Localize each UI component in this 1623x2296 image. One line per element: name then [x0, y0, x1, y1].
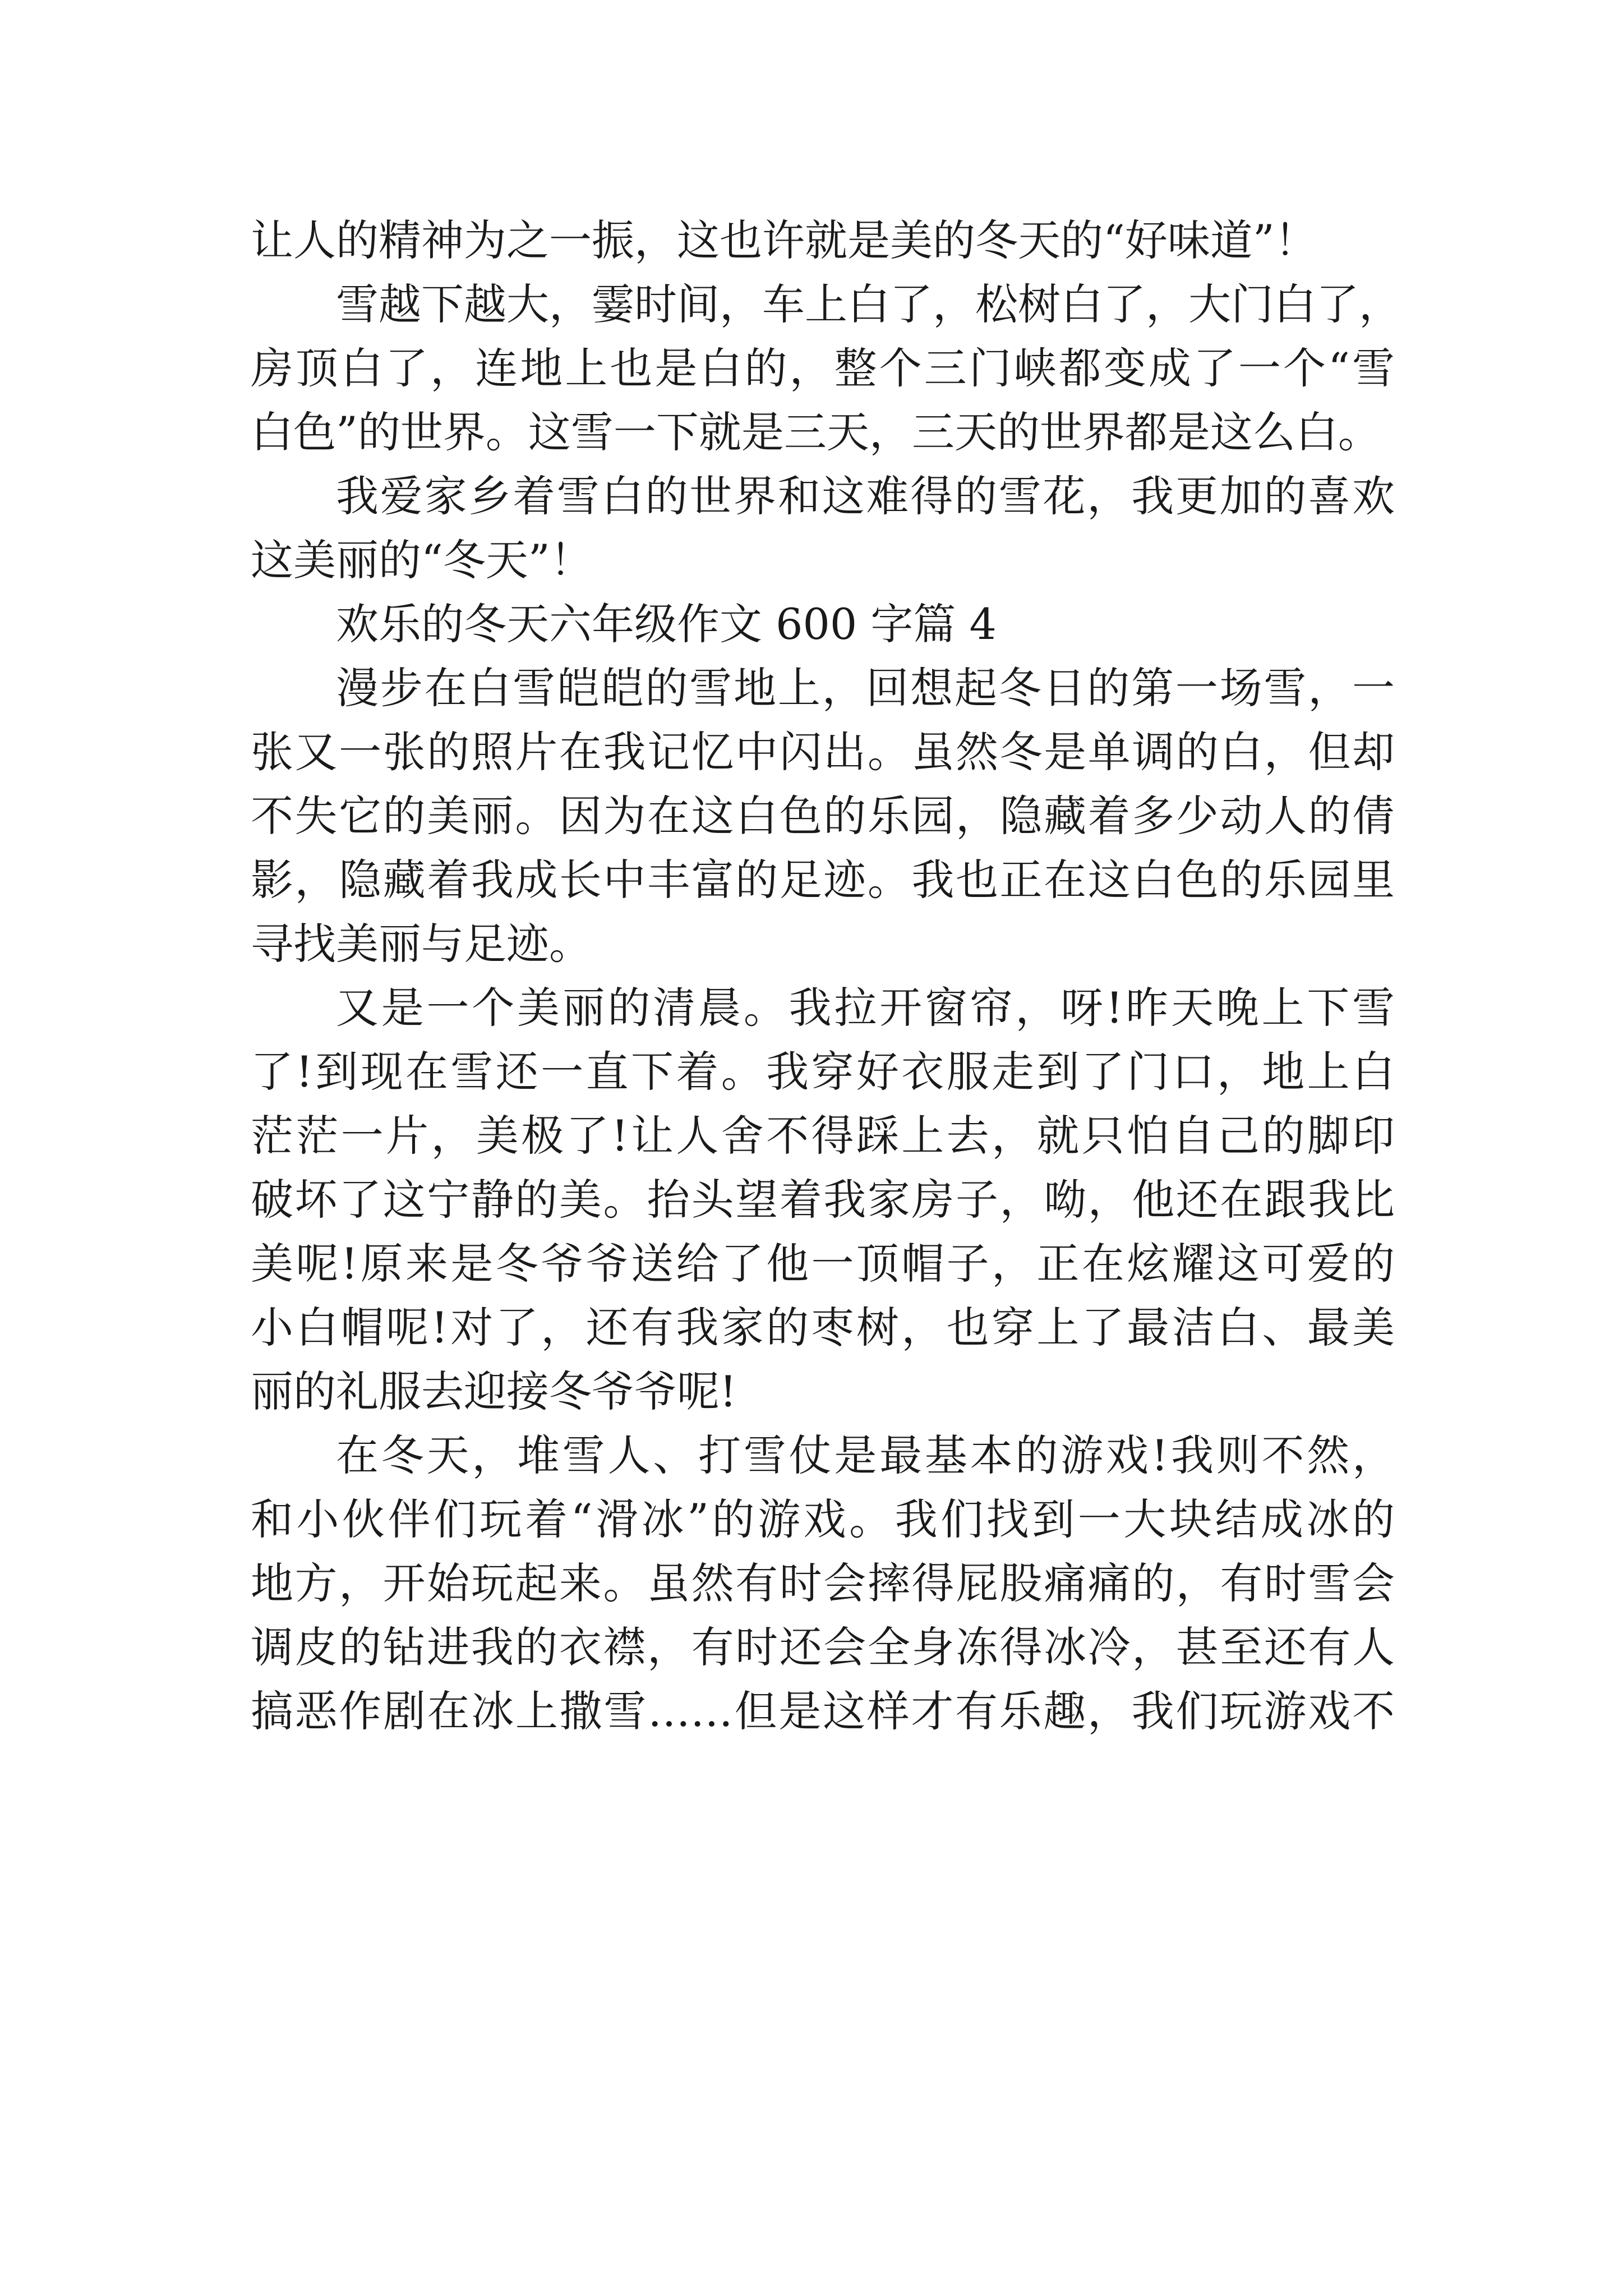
- document-body: [251, 209, 1401, 1743]
- text-line: 小白帽呢!对了，还有我家的枣树，也穿上了最洁白、最美: [251, 1303, 1395, 1352]
- text-line: 地方，开始玩起来。虽然有时会摔得屁股痛痛的，有时雪会: [251, 1558, 1395, 1608]
- text-line: 影，隐藏着我成长中丰富的足迹。我也正在这白色的乐园里: [251, 855, 1395, 905]
- text-line: 不失它的美丽。因为在这白色的乐园，隐藏着多少动人的倩: [251, 791, 1395, 841]
- text-line: 这美丽的“冬天”！: [251, 535, 593, 585]
- text-line: 调皮的钻进我的衣襟，有时还会全身冻得冰冷，甚至还有人: [251, 1622, 1395, 1672]
- text-line: 茫茫一片，美极了!让人舍不得踩上去，就只怕自己的脚印: [251, 1111, 1395, 1161]
- text-line: 和小伙伴们玩着“滑冰”的游戏。我们找到一大块结成冰的: [251, 1494, 1395, 1544]
- text-line: 漫步在白雪皑皑的雪地上，回想起冬日的第一场雪，一: [336, 663, 1395, 713]
- text-line: 了!到现在雪还一直下着。我穿好衣服走到了门口，地上白: [251, 1047, 1395, 1097]
- section-heading: 欢乐的冬天六年级作文 600 字篇 4: [336, 599, 997, 649]
- text-line: 破坏了这宁静的美。抬头望着我家房子，呦，他还在跟我比: [251, 1175, 1395, 1225]
- text-line: 房顶白了，连地上也是白的，整个三门峡都变成了一个“雪: [251, 343, 1395, 393]
- text-line: 在冬天，堆雪人、打雪仗是最基本的游戏!我则不然，: [336, 1430, 1395, 1480]
- text-line: 我爱家乡着雪白的世界和这难得的雪花，我更加的喜欢: [336, 471, 1395, 521]
- text-line: 白色”的世界。这雪一下就是三天，三天的世界都是这么白。: [251, 407, 1381, 457]
- text-line: 寻找美丽与足迹。: [251, 919, 592, 969]
- text-line: 搞恶作剧在冰上撒雪……但是这样才有乐趣，我们玩游戏不: [251, 1686, 1395, 1736]
- text-line: 雪越下越大，霎时间，车上白了，松树白了，大门白了，: [336, 279, 1401, 329]
- text-line: 又是一个美丽的清晨。我拉开窗帘，呀!昨天晚上下雪: [336, 983, 1395, 1033]
- text-line: 丽的礼服去迎接冬爷爷呢!: [251, 1366, 737, 1416]
- text-line: 张又一张的照片在我记忆中闪出。虽然冬是单调的白，但却: [251, 727, 1395, 777]
- text-line: 让人的精神为之一振，这也许就是美的冬天的“好味道”！: [251, 215, 1317, 265]
- text-line: 美呢!原来是冬爷爷送给了他一顶帽子，正在炫耀这可爱的: [251, 1239, 1395, 1289]
